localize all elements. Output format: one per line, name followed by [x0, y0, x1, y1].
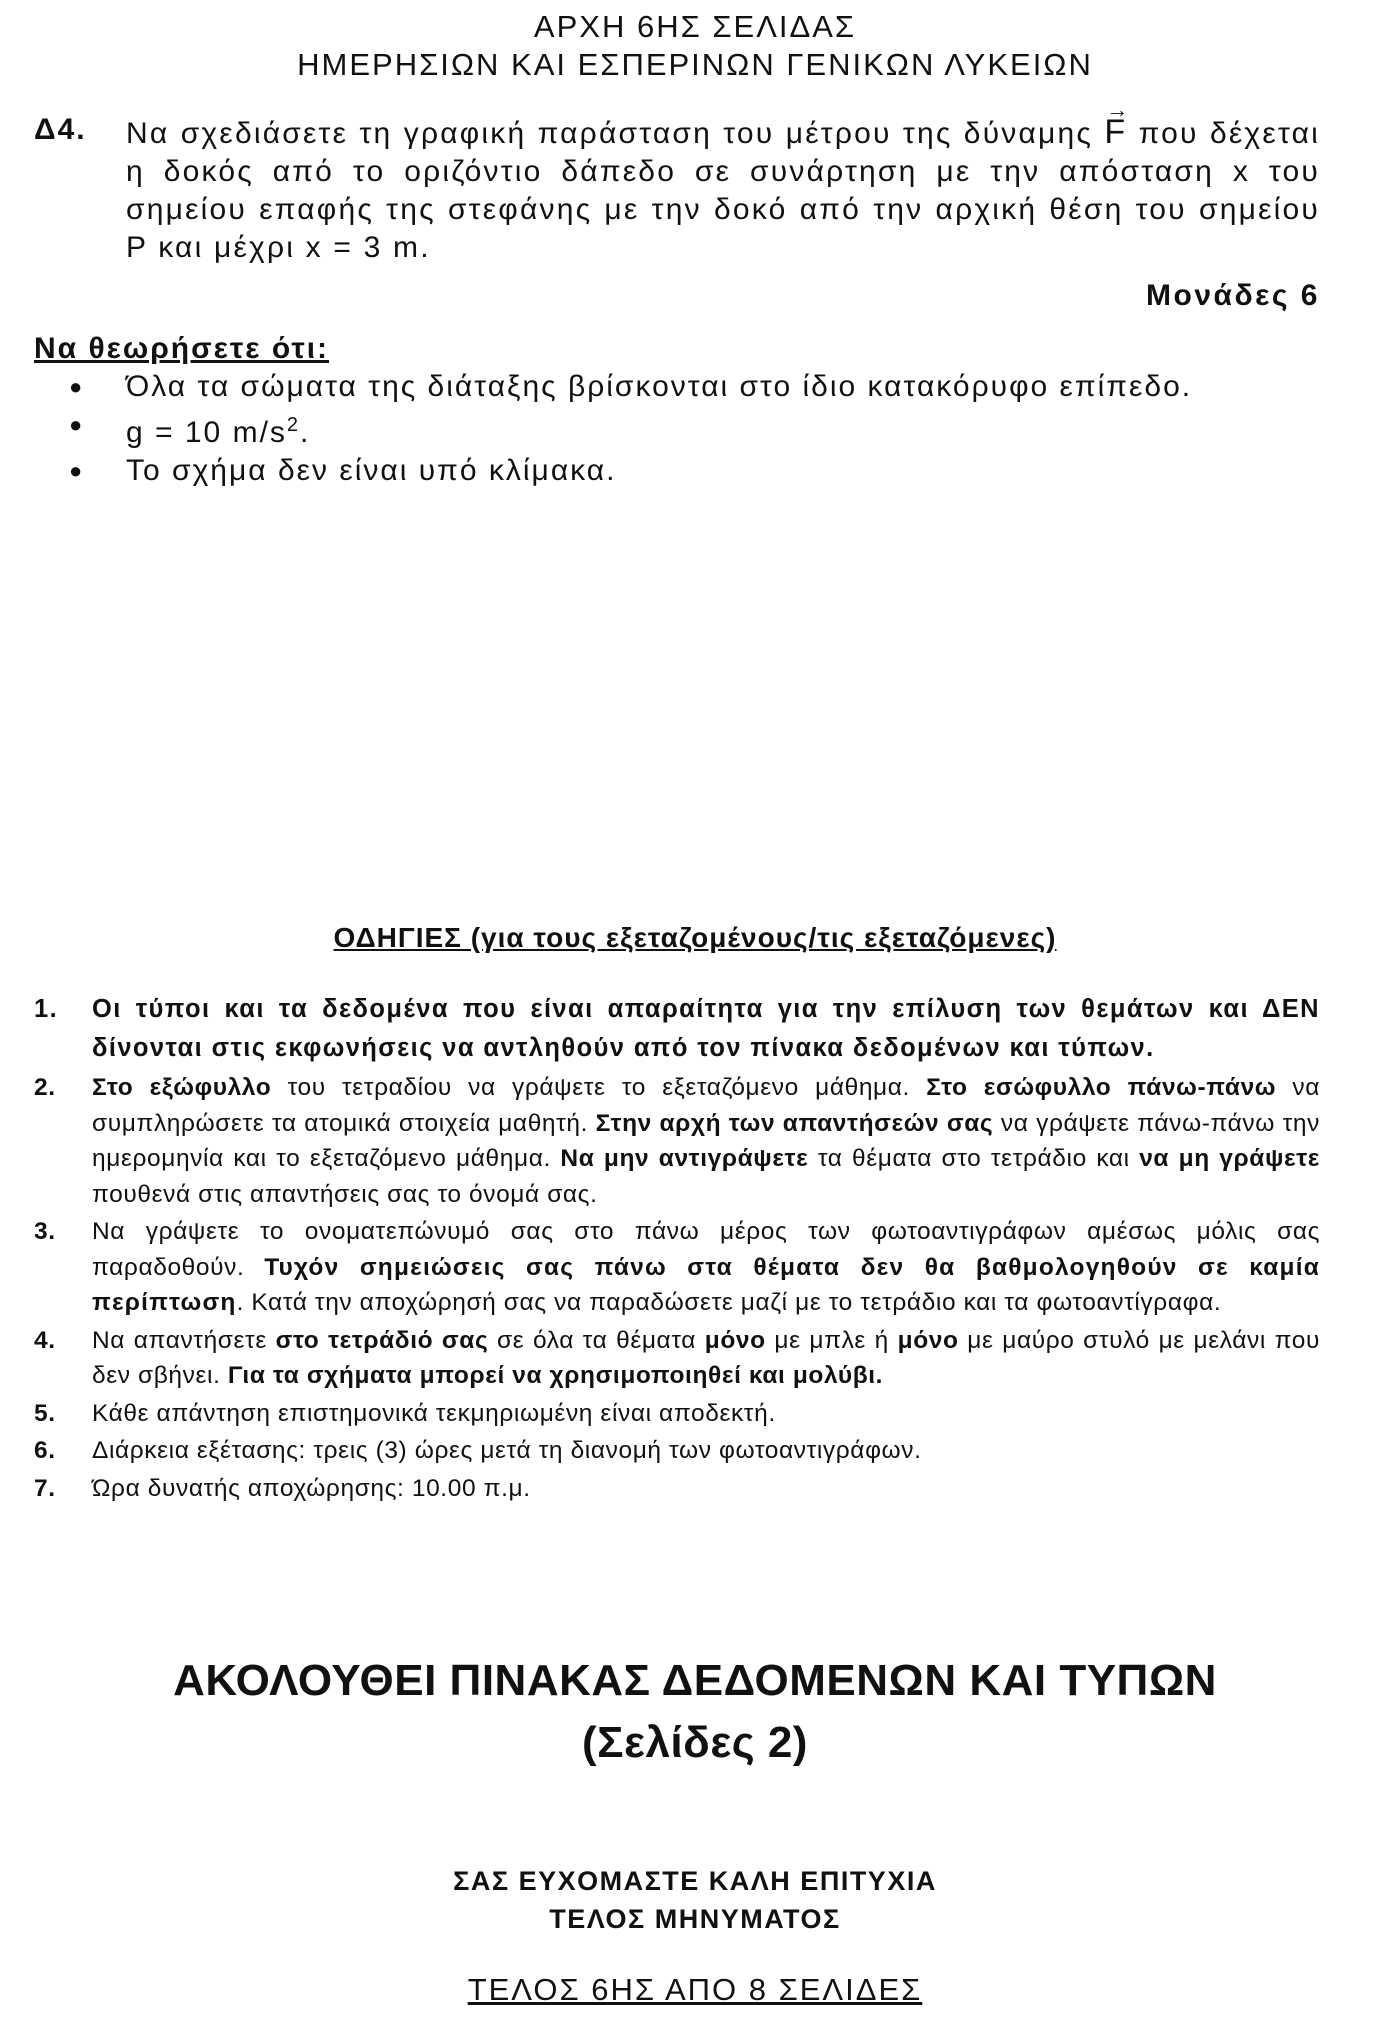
question-units: Μονάδες 6: [1146, 279, 1320, 312]
instruction-number: 4.: [34, 1326, 56, 1354]
instruction-text: Να απαντήσετε: [92, 1326, 276, 1354]
instruction-text: του τετραδίου να γράψετε το εξεταζόμενο μάθημα.: [271, 1074, 927, 1101]
instruction-item-7: [34, 1471, 1320, 1507]
instruction-item-5: [34, 1396, 1320, 1432]
force-vector-symbol: → F: [1104, 113, 1127, 151]
header-line-1: ΑΡΧΗ 6ΗΣ ΣΕΛΙΔΑΣ: [533, 9, 857, 44]
bullet-icon: ●: [69, 374, 85, 399]
follow-line-1: ΑΚΟΛΟΥΘΕΙ ΠΙΝΑΚΑΣ ΔΕΔΟΜΕΝΩΝ ΚΑΙ ΤΥΠΩΝ: [173, 1656, 1217, 1705]
page-footer: ΤΕΛΟΣ 6ΗΣ ΑΠΟ 8 ΣΕΛΙΔΕΣ: [467, 1972, 923, 2007]
instruction-text: με μπλε ή: [765, 1326, 898, 1354]
instruction-text: να συμπληρώσετε τα ατομικά στοιχεία μαθητή.: [92, 1074, 1320, 1137]
instruction-item-3: [34, 1214, 1320, 1321]
instruction-bold: Στο εσώφυλλο πάνω-πάνω: [926, 1074, 1277, 1101]
instruction-number: 5.: [34, 1399, 56, 1427]
question-d4: [34, 113, 1320, 313]
instructions-section: [34, 990, 1320, 1506]
wishes-block: [0, 1862, 1390, 1938]
instruction-text: Ώρα δυνατής αποχώρησης: 10.00 π.μ.: [92, 1474, 531, 1502]
instruction-bold: μόνο: [704, 1326, 766, 1354]
page-header: [0, 8, 1390, 84]
instruction-text: . Κατά την αποχώρησή σας να παραδώσετε μαζί με το τετράδιο και τα φωτοαντίγραφα.: [236, 1289, 1222, 1316]
instruction-text: τα θέματα στο τετράδιο και: [808, 1145, 1140, 1172]
instruction-text: σε όλα τα θέματα: [488, 1326, 705, 1354]
bullet-icon: ●: [69, 412, 85, 437]
instruction-number: 3.: [34, 1218, 56, 1245]
assumption-item: [34, 452, 1334, 490]
instruction-item-2: [34, 1070, 1320, 1212]
gravity-suffix: .: [300, 416, 311, 449]
instruction-bold: Να μην αντιγράψετε: [560, 1145, 809, 1172]
instruction-bold: Τυχόν σημειώσεις σας πάνω στα θέματα δεν θα βαθμολογηθούν σε καμία περίπτωση: [92, 1253, 1320, 1316]
instructions-title: ΟΔΗΓΙΕΣ (για τους εξεταζομένους/τις εξεταζόμενες): [333, 922, 1057, 953]
assumptions-title: Να θεωρήσετε ότι:: [34, 332, 330, 365]
instruction-text: Να γράψετε το ονοματεπώνυμό σας στο πάνω μέρος των φωτοαντιγράφων αμέσως μόλις σας παραδοθούν.: [92, 1218, 1320, 1281]
instruction-number: 7.: [34, 1474, 56, 1502]
assumption-item: [34, 406, 1334, 452]
assumption-text: g = 10 m/s: [126, 416, 287, 449]
instruction-number: 2.: [34, 1074, 56, 1101]
instruction-item-6: [34, 1433, 1320, 1469]
question-text-after: που δέχεται η δοκός από το οριζόντιο δάπεδο σε συνάρτηση με την απόσταση x του σημείου επαφής της στεφάνης με την δοκό από την αρχική θέση του σημείου Ρ και μέχρι x = 3 m.: [126, 117, 1320, 264]
instruction-number: 1.: [34, 995, 59, 1023]
follow-notice: [0, 1650, 1390, 1774]
assumption-item: [34, 368, 1334, 406]
instruction-item-4: [34, 1323, 1320, 1394]
follow-line-2: (Σελίδες 2): [582, 1718, 808, 1767]
instruction-text: Οι τύποι και τα δεδομένα που είναι απαραίτητα για την επίλυση των θεμάτων και ΔΕΝ δίνονται στις εκφωνήσεις να αντληθούν από τον πίνακα δεδομένων και τύπων.: [92, 995, 1320, 1062]
wishes-line-1: ΣΑΣ ΕΥΧΟΜΑΣΤΕ ΚΑΛΗ ΕΠΙΤΥΧΙΑ: [453, 1866, 937, 1896]
instruction-bold: μόνο: [897, 1326, 959, 1354]
instruction-text: να γράψετε πάνω-πάνω την ημερομηνία και το εξεταζόμενο μάθημα.: [92, 1109, 1320, 1172]
instruction-bold: στο τετράδιό σας: [275, 1326, 489, 1354]
instruction-bold: Στην αρχή των απαντήσεών σας: [595, 1109, 994, 1137]
assumption-text: Το σχήμα δεν είναι υπό κλίμακα.: [126, 454, 617, 487]
instruction-bold: Για τα σχήματα μπορεί να χρησιμοποιηθεί και μολύβι.: [227, 1362, 884, 1389]
instruction-number: 6.: [34, 1437, 56, 1464]
bullet-icon: ●: [69, 458, 85, 483]
instructions-list: [34, 990, 1320, 1506]
wishes-line-2: ΤΕΛΟΣ ΜΗΝΥΜΑΤΟΣ: [549, 1904, 841, 1934]
assumptions-section: [34, 330, 1334, 490]
instruction-item-1: [34, 990, 1320, 1068]
assumptions-list: [34, 368, 1334, 490]
header-line-2: ΗΜΕΡΗΣΙΩΝ ΚΑΙ ΕΣΠΕΡΙΝΩΝ ΓΕΝΙΚΩΝ ΛΥΚΕΙΩΝ: [297, 47, 1093, 82]
instruction-text: με μαύρο στυλό με μελάνι που δεν σβήνει.: [92, 1326, 1321, 1389]
question-text: [126, 113, 1320, 267]
instruction-text: Κάθε απάντηση επιστημονικά τεκμηριωμένη είναι αποδεκτή.: [92, 1399, 776, 1427]
instruction-text: Διάρκεια εξέτασης: τρεις (3) ώρες μετά τη διανομή των φωτοαντιγράφων.: [92, 1437, 922, 1464]
instruction-bold: Στο εξώφυλλο: [92, 1074, 272, 1101]
question-label: Δ4.: [34, 113, 87, 146]
question-text-before: Να σχεδιάσετε τη γραφική παράσταση του μέτρου της δύναμης: [126, 117, 1105, 150]
assumption-text: Όλα τα σώματα της διάταξης βρίσκονται στο ίδιο κατακόρυφο επίπεδο.: [126, 370, 1193, 403]
instruction-bold: να μη γράψετε: [1139, 1145, 1320, 1172]
instruction-text: πουθενά στις απαντήσεις σας το όνομά σας.: [92, 1180, 598, 1208]
gravity-exponent: 2: [286, 414, 301, 436]
